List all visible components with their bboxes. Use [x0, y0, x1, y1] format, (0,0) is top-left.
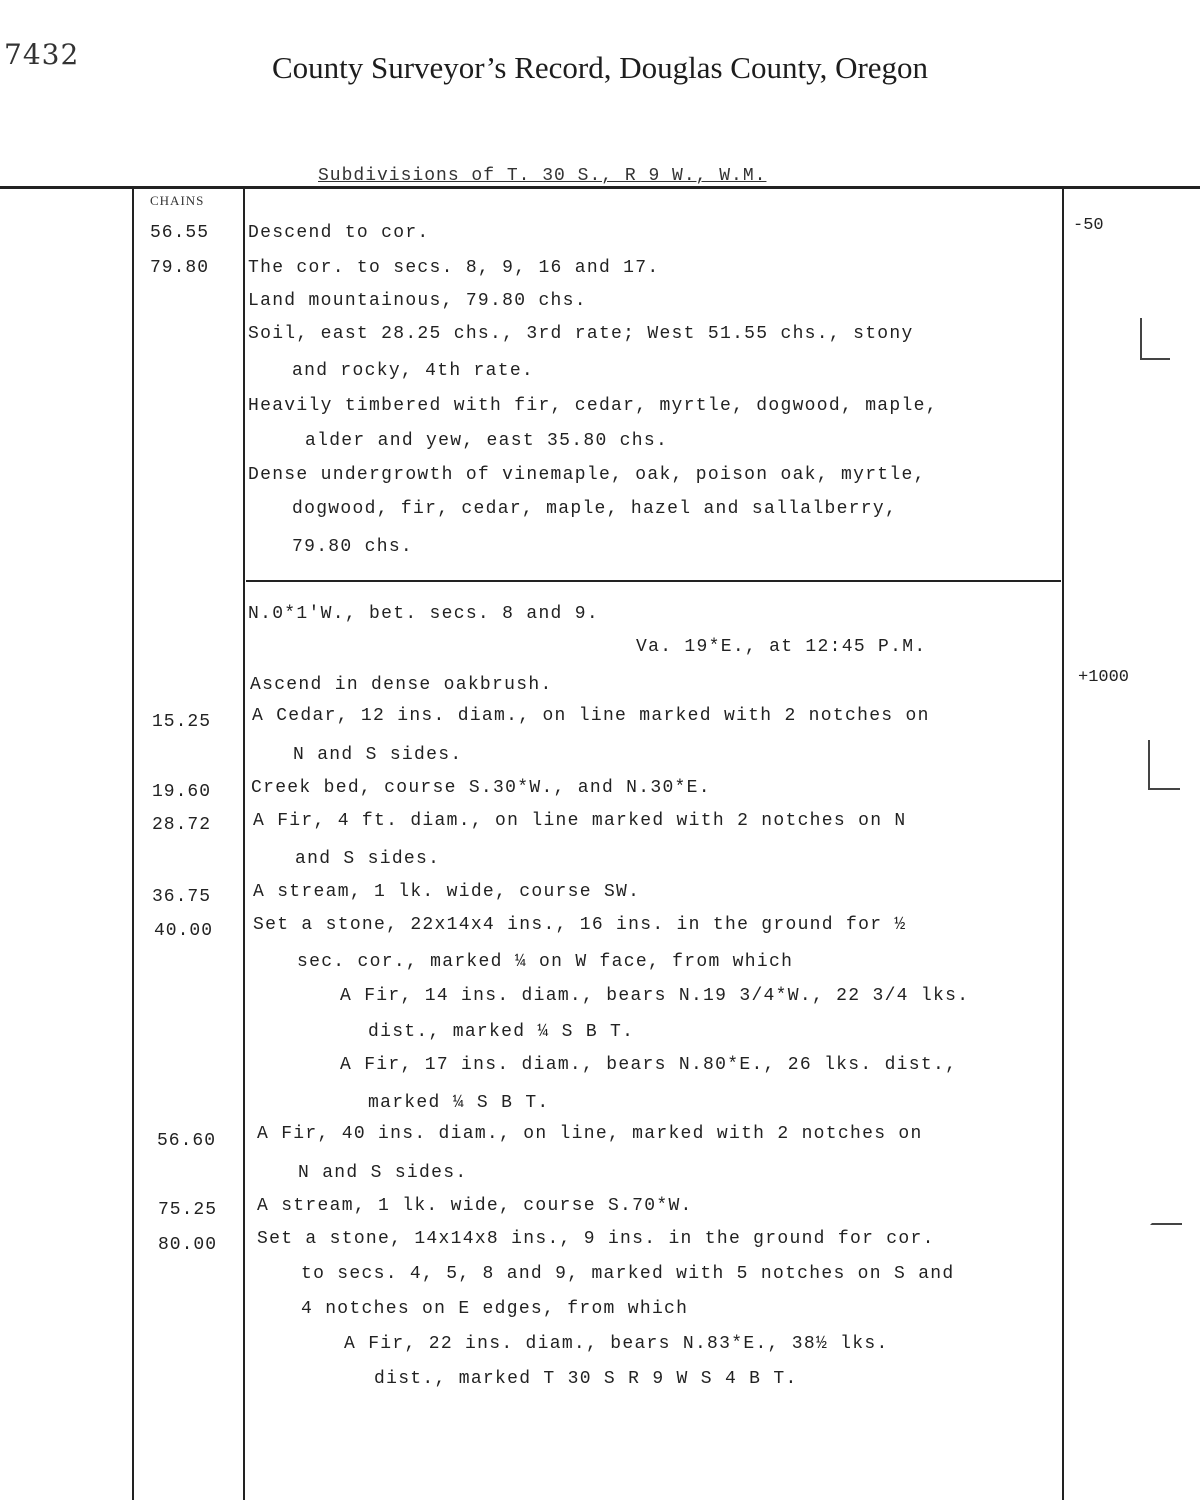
margin-mark — [1140, 318, 1170, 360]
entry-line: A Cedar, 12 ins. diam., on line marked with 2 notches on — [252, 706, 930, 726]
margin-mark — [1148, 740, 1180, 790]
chain-value: 56.55 — [150, 223, 210, 243]
top-rule — [0, 186, 1200, 189]
entry-line: Soil, east 28.25 chs., 3rd rate; West 51.55 chs., stony — [248, 324, 914, 344]
entry-line: 4 notches on E edges, from which — [301, 1299, 689, 1319]
page-title: County Surveyor’s Record, Douglas County, Oregon — [271, 50, 929, 85]
entry-line: and S sides. — [295, 849, 441, 869]
entry-line: and rocky, 4th rate. — [292, 361, 535, 381]
entry-line: 79.80 chs. — [292, 537, 414, 557]
right-margin-line — [1062, 186, 1064, 1500]
margin-mark — [1150, 1175, 1182, 1225]
entry-line: dist., marked T 30 S R 9 W S 4 B T. — [374, 1369, 798, 1389]
elevation-note: +1000 — [1078, 668, 1130, 687]
entry-line: sec. cor., marked ¼ on W face, from which — [297, 952, 794, 972]
entry-line: A Fir, 40 ins. diam., on line, marked with 2 notches on — [257, 1124, 923, 1144]
entry-line: Ascend in dense oakbrush. — [250, 675, 553, 695]
chain-value: 56.60 — [157, 1131, 217, 1151]
chain-value: 80.00 — [158, 1235, 218, 1255]
entry-line: Descend to cor. — [248, 223, 430, 243]
entry-line: A Fir, 14 ins. diam., bears N.19 3/4*W., 22 3/4 lks. — [340, 986, 970, 1006]
entry-line: dogwood, fir, cedar, maple, hazel and sallalberry, — [292, 499, 898, 519]
entry-line: Va. 19*E., at 12:45 P.M. — [636, 637, 927, 657]
elevation-note: -50 — [1073, 216, 1104, 235]
chain-value: 28.72 — [152, 815, 212, 835]
entry-line: N.0*1'W., bet. secs. 8 and 9. — [248, 604, 599, 624]
entry-line: Set a stone, 14x14x8 ins., 9 ins. in the ground for cor. — [257, 1229, 935, 1249]
chain-value: 15.25 — [152, 712, 212, 732]
left-margin-line — [132, 186, 134, 1500]
chain-value: 75.25 — [158, 1200, 218, 1220]
page-number: 7432 — [4, 38, 80, 71]
entry-line: Land mountainous, 79.80 chs. — [248, 291, 587, 311]
entry-line: A Fir, 22 ins. diam., bears N.83*E., 38½ lks. — [344, 1334, 889, 1354]
chain-value: 19.60 — [152, 782, 212, 802]
chain-value: 36.75 — [152, 887, 212, 907]
entry-line: Dense undergrowth of vinemaple, oak, poison oak, myrtle, — [248, 465, 926, 485]
entry-line: A Fir, 17 ins. diam., bears N.80*E., 26 lks. dist., — [340, 1055, 958, 1075]
chains-column-header: CHAINS — [150, 193, 205, 208]
record-subtitle: Subdivisions of T. 30 S., R 9 W., W.M. — [318, 166, 767, 186]
entry-line: alder and yew, east 35.80 chs. — [305, 431, 669, 451]
section-divider — [246, 580, 1061, 582]
entry-line: A stream, 1 lk. wide, course S.70*W. — [257, 1196, 693, 1216]
entry-line: dist., marked ¼ S B T. — [368, 1022, 635, 1042]
entry-line: Set a stone, 22x14x4 ins., 16 ins. in the ground for ½ — [253, 915, 907, 935]
entry-line: A Fir, 4 ft. diam., on line marked with 2 notches on N — [253, 811, 907, 831]
entry-line: N and S sides. — [298, 1163, 468, 1183]
entry-line: A stream, 1 lk. wide, course SW. — [253, 882, 641, 902]
entry-line: The cor. to secs. 8, 9, 16 and 17. — [248, 258, 660, 278]
chain-value: 40.00 — [154, 921, 214, 941]
entry-line: N and S sides. — [293, 745, 463, 765]
entry-line: Creek bed, course S.30*W., and N.30*E. — [251, 778, 711, 798]
entry-line: to secs. 4, 5, 8 and 9, marked with 5 notches on S and — [301, 1264, 955, 1284]
entry-line: Heavily timbered with fir, cedar, myrtle, dogwood, maple, — [248, 396, 938, 416]
entry-line: marked ¼ S B T. — [368, 1093, 550, 1113]
chain-value: 79.80 — [150, 258, 210, 278]
chains-column-line — [243, 186, 245, 1500]
